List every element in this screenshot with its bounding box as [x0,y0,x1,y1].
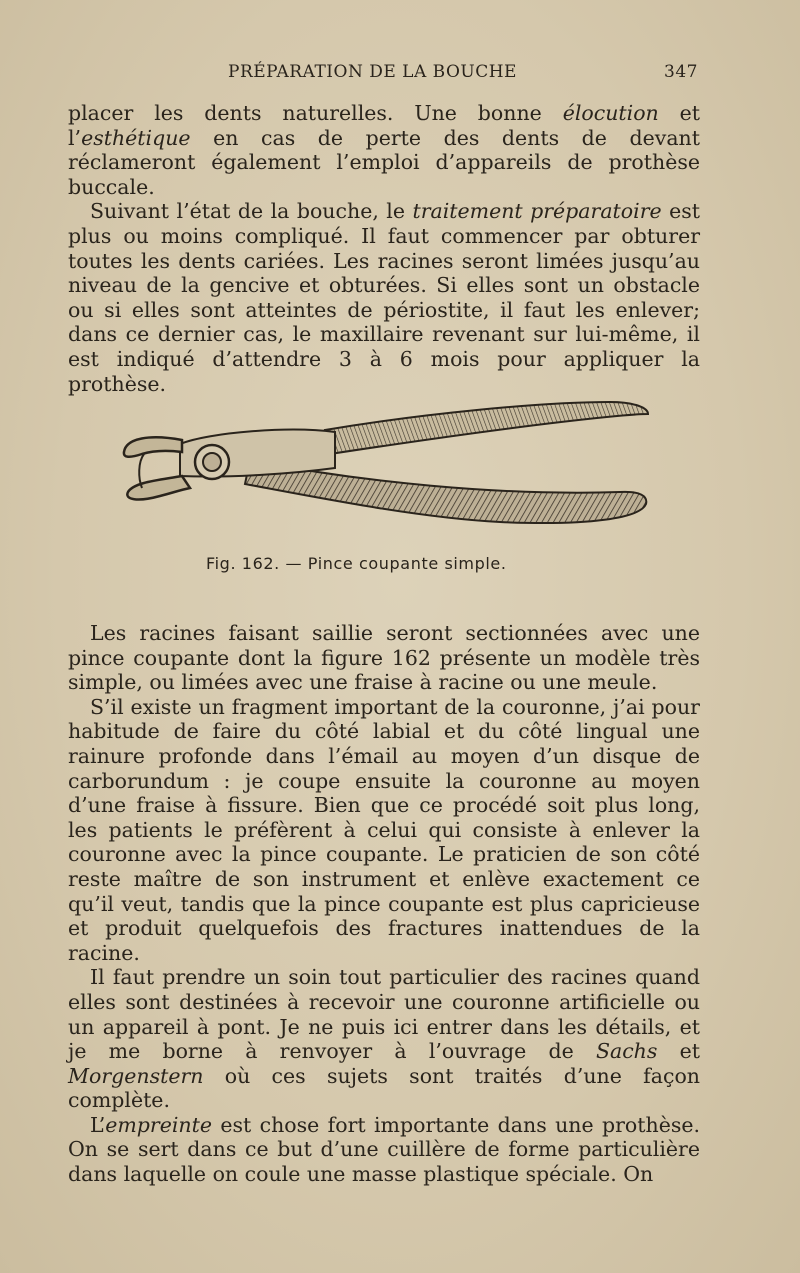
page-header [68,62,698,88]
text-block-bottom [68,621,700,1187]
text-run: est plus ou moins compliqué. Il faut commencer par obturer toutes les dents cariées. Les racines seront limées jusqu’au niveau de la gencive et obturées. Si elles sont un obstacle ou si elles sont atteintes de périostite, il faut les enlever; dans ce dernier cas, le maxillaire revenant sur lui-même, il est indiqué d’attendre 3 à 6 mois pour appliquer la prothèse. [68,199,700,396]
paragraph [68,965,700,1113]
text-run: et [657,1039,700,1064]
italic-text: élocution [562,101,659,125]
figure-caption: Fig. 162. — Pince coupante simple. [206,554,507,573]
text-run: Les racines faisant saillie seront sectionnées avec une pince coupante dont la figure 162 présente un modèle très simple, ou limées avec une fraise à racine ou une meule. [68,621,700,695]
paragraph [68,695,700,966]
text-run: où ces sujets sont traités d’une façon complète. [68,1063,700,1113]
text-run: en cas de perte des dents de devant réclameront également l’emploi d’appareils de prothèse buccale. [68,125,700,199]
text-run: L’ [90,1112,106,1137]
text-run: Il faut prendre un soin tout particulier des racines quand elles sont destinées à recevoir une couronne artificielle ou un appareil à pont. Je ne puis ici entrer dans les détails, et je me borne à renvoyer à l’ouvrage de [68,965,700,1064]
italic-text: esthétique [81,125,191,150]
paragraph [68,199,700,396]
page-number: 347 [664,62,698,82]
text-run: S’il existe un fragment important de la couronne, j’ai pour habitude de faire du côté labial et du côté lingual une rainure profonde dans l’émail au moyen d’un disque de carborundum : je coupe ensuite la couronne au moyen d’une fraise à fissure. Bien que ce procédé soit plus long, les patients le préfèrent à celui qui consiste à enlever la couronne avec la pince coupante. Le praticien de son côté reste maître de son instrument et enlève exactement ce qu’il veut, tandis que la pince coupante est plus capricieuse et produit quelquefois des fractures inattendues de la racine. [68,694,700,965]
italic-text: traitement préparatoire [412,199,662,224]
paragraph [68,101,700,199]
text-run: placer les dents naturelles. Une bonne [68,101,563,125]
text-run: Suivant l’état de la bouche, le [90,199,413,224]
italic-text: Morgenstern [68,1063,204,1088]
running-title: PRÉPARATION DE LA BOUCHE [228,62,517,82]
italic-text: Sachs [595,1039,658,1064]
cutting-pliers-illustration [120,392,652,537]
text-block-top [68,101,700,396]
paragraph [68,1113,700,1187]
text-run: et l’ [68,101,700,150]
text-run: est chose fort importante dans une prothèse. On se sert dans ce but d’une cuillère de forme particulière dans laquelle on coule une masse plastique spéciale. On [68,1112,700,1187]
italic-text: empreinte [105,1112,212,1137]
paragraph [68,621,700,695]
